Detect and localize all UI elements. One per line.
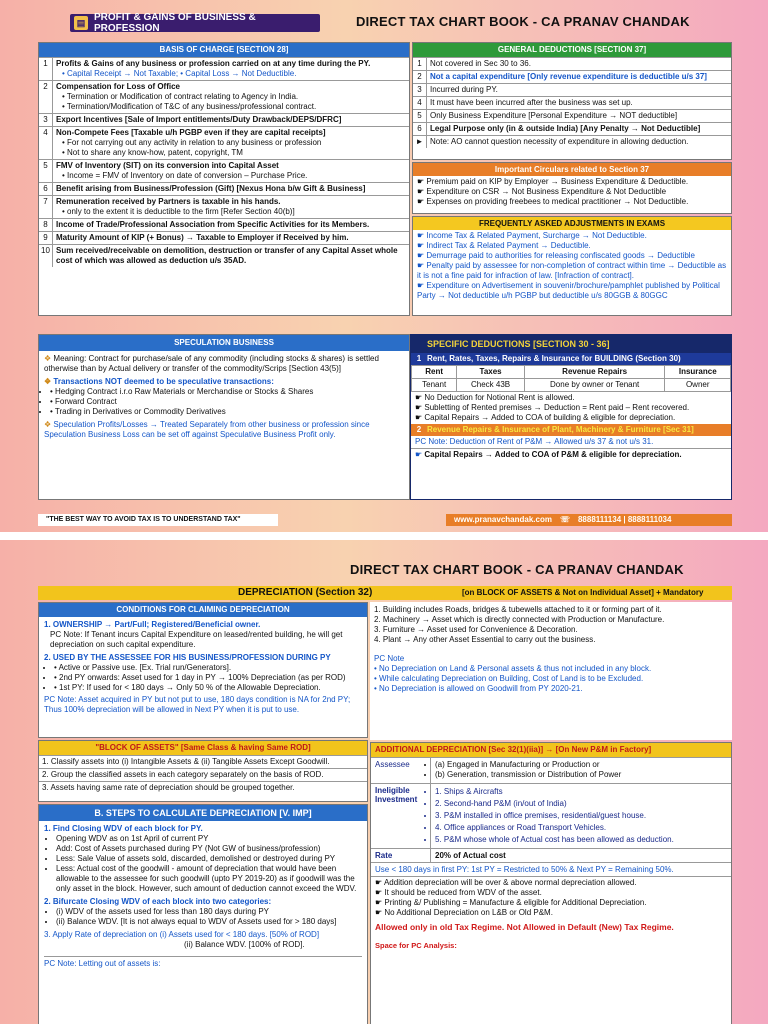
basis-row — [39, 80, 409, 113]
list-item: ☛ No Deduction for Notional Rent is allowed. — [415, 393, 575, 402]
list-item: • (i) WDV of the assets used for less than 180 days during PY — [56, 907, 362, 917]
boa-row — [39, 755, 367, 768]
row-text — [53, 58, 409, 80]
circulars-list — [413, 176, 731, 208]
basis-heading: BASIS OF CHARGE [SECTION 28] — [39, 43, 409, 57]
basis-list — [39, 57, 409, 267]
speculation-meaning: ❖ Meaning: Contract for purchase/sale of any commodity (including stocks & shares) is settled otherwise than by Actual delivery or transfer of the commodity/Scrips [Section 43(5)] — [44, 354, 379, 373]
list-item: • Add: Cost of Assets purchased during PY (Not GW of business/profession) — [56, 844, 362, 854]
additional-notes-list — [371, 876, 731, 919]
assessee-row: Assessee • (a) Engaged in Manufacturing or Production or • (b) Generation, transmission or Distribution of Power — [371, 757, 731, 783]
row-text — [53, 232, 409, 244]
table-header-cell: Taxes — [457, 366, 524, 379]
depreciation-subtitle: [on BLOCK OF ASSETS & Not on Individual Asset] + Mandatory — [462, 588, 704, 597]
row-number: 3 — [413, 84, 427, 96]
list-item: • • 1st PY: If used for < 180 days → Only 50 % of the Allowable Depreciation. — [54, 683, 362, 693]
speculation-panel — [38, 334, 410, 500]
row-number: ► — [413, 136, 427, 148]
step-2-list — [44, 907, 362, 927]
row-title: Maturity Amount of KIP (+ Bonus) → Taxable to Employer if Received by him. — [56, 233, 349, 242]
list-item: • • Hedging Contract i.r.o Raw Materials or Merchandise or Stocks & Shares — [50, 387, 404, 397]
space-for-analysis: Space for PC Analysis: — [375, 941, 457, 950]
row-text: Not covered in Sec 30 to 36. — [430, 59, 531, 68]
row-text — [53, 114, 409, 126]
list-item: • Less: Sale Value of assets sold, discarded, demolished or destroyed during PY — [56, 854, 362, 864]
list-item: • 2. Machinery → Asset which is directly connected with Production or Manufacture. — [374, 615, 728, 625]
circulars-panel — [412, 162, 732, 214]
list-item: • • While calculating Depreciation on Building, Cost of Land is to be Excluded. — [374, 674, 728, 684]
step-3b: (ii) Balance WDV. [100% of ROD]. — [184, 940, 305, 949]
additional-depreciation-panel — [370, 742, 732, 1024]
basis-row — [39, 231, 409, 244]
row-title: FMV of Inventory (SIT) on its conversion into Capital Asset — [56, 161, 279, 170]
footer-website[interactable]: www.pranavchandak.com — [454, 515, 552, 524]
boa-text: 1. Classify assets into (i) Intangible Assets & (ii) Tangible Assets Except Goodwill. — [42, 757, 330, 766]
faq-panel — [412, 216, 732, 316]
row-text — [53, 183, 409, 195]
row-number: 1 — [413, 58, 427, 70]
pc-note-label: PC Note — [374, 654, 405, 663]
basis-row — [39, 159, 409, 182]
list-item: ☛ Premium paid on KIP by Employer → Business Expenditure & Deductible. — [417, 177, 689, 186]
row-detail: • Termination/Modification of T&C of any business/professional contract. — [62, 102, 317, 111]
list-item: ☛ Indirect Tax & Related Payment → Deductible. — [417, 241, 591, 250]
list-item: • • Active or Passive use. [Ex. Trial run/Generators]. — [54, 663, 362, 673]
section-31-row: 2 Revenue Repairs & Insurance of Plant, Machinery & Furniture [Sec 31] — [411, 424, 731, 436]
general-row — [413, 96, 731, 109]
not-speculative-heading: ❖ Transactions NOT deemed to be speculative transactions: — [44, 377, 274, 386]
row-detail: • Income = FMV of Inventory on date of conversion – Purchase Price. — [62, 171, 308, 180]
section-30-table — [411, 365, 731, 392]
list-item: • ☛ It should be reduced from WDV of the asset. — [375, 888, 727, 898]
row-number: 5 — [39, 160, 53, 182]
list-item: ☛ Expenditure on CSR → Not Business Expenditure & Not Deductible — [417, 187, 667, 196]
section-31-pc-note: PC Note: Deduction of Rent of P&M → Allowed u/s 37 & not u/s 31. — [415, 437, 654, 446]
footer-quote: "THE BEST WAY TO AVOID TAX IS TO UNDERSTAND TAX" — [38, 514, 278, 526]
list-item: • • 2nd PY onwards: Asset used for 1 day in PY → 100% Depreciation (as per ROD) — [54, 673, 362, 683]
depreciation-banner — [38, 586, 732, 600]
section-31-note: ☛ Capital Repairs → Added to COA of P&M & eligible for depreciation. — [415, 450, 682, 459]
circulars-heading: Important Circulars related to Section 37 — [413, 163, 731, 176]
step-1-list — [44, 834, 362, 894]
basis-row — [39, 218, 409, 231]
book-title-2: DIRECT TAX CHART BOOK - CA PRANAV CHANDAK — [350, 562, 684, 577]
row-text: Not a capital expenditure [Only revenue expenditure is deductible u/s 37] — [430, 72, 707, 81]
list-item: • 5. P&M whose whole of Actual cost has been allowed as deduction. — [435, 834, 727, 846]
list-item: • 1. Building includes Roads, bridges & tubewells attached to it or forming part of it. — [374, 605, 728, 615]
boa-list — [39, 755, 367, 794]
section-30-row: 1 Rent, Rates, Taxes, Repairs & Insurance for BUILDING (Section 30) — [411, 353, 731, 365]
row-text: It must have been incurred after the business was set up. — [430, 98, 633, 107]
list-item: ☛ Penalty paid by assessee for non-completion of contract within time → Deductible as it is not a fine paid for infraction of law. [Infraction of contract]. — [417, 261, 727, 280]
regime-note: Allowed only in old Tax Regime. Not Allowed in Default (New) Tax Regime. — [375, 922, 674, 932]
list-item: • • Forward Contract — [50, 397, 404, 407]
basis-row — [39, 195, 409, 218]
ineligible-row: Ineligible Investment • 1. Ships & Aircrafts • 2. Second-hand P&M (in/out of India) • 3. P&M installed in office premises, residential/guest house. • 4. Office appliances or Road Transport Vehicles. • 5. P&M whose whole of Actual cost has been allowed as deduction. — [371, 783, 731, 848]
table-header-cell: Revenue Repairs — [524, 366, 665, 379]
general-row — [413, 122, 731, 135]
step-1: 1. Find Closing WDV of each block for PY. — [44, 824, 203, 833]
block-of-assets-panel — [38, 740, 368, 802]
pc-notes-list — [370, 664, 732, 694]
specific-deductions-panel — [410, 334, 732, 500]
list-item: • • No Depreciation on Land & Personal assets & thus not included in any block. — [374, 664, 728, 674]
list-item: • 1. Ships & Aircrafts — [435, 786, 727, 798]
faq-list — [413, 230, 731, 302]
conditions-heading: CONDITIONS FOR CLAIMING DEPRECIATION — [39, 603, 367, 617]
list-item: ☛ Income Tax & Related Payment, Surcharge → Not Deductible. — [417, 231, 647, 240]
row-detail: • For not carrying out any activity in relation to any business or profession — [62, 138, 322, 147]
page-footer — [0, 508, 768, 532]
boa-heading: "BLOCK OF ASSETS" [Same Class & having Same ROD] — [39, 741, 367, 755]
list-item: • Less: Actual cost of the goodwill - amount of depreciation that would have been allowable to the assessee for such goodwill (upto PY 2019-20) as if goodwill was the only asset in the block. However, such amount of deduction cannot exceed the WDV. — [56, 864, 362, 894]
footer-contact — [446, 514, 732, 526]
list-item: • ☛ No Additional Depreciation on L&B or Old P&M. — [375, 908, 727, 918]
general-row — [413, 57, 731, 70]
row-number: 6 — [39, 183, 53, 195]
table-cell: Done by owner or Tenant — [524, 379, 665, 392]
list-item: • 3. Furniture → Asset used for Convenience & Decoration. — [374, 625, 728, 635]
row-number: 2 — [39, 81, 53, 113]
general-row — [413, 83, 731, 96]
list-item: • ☛ Addition depreciation will be over & above normal depreciation allowed. — [375, 878, 727, 888]
row-number: 2 — [413, 71, 427, 83]
general-list — [413, 57, 731, 148]
row-number: 6 — [413, 123, 427, 135]
row-number: 1 — [39, 58, 53, 80]
list-item: • • No Depreciation is allowed on Goodwill from PY 2020-21. — [374, 684, 728, 694]
general-row — [413, 135, 731, 148]
boa-row — [39, 781, 367, 794]
condition-1: 1. OWNERSHIP → Part/Full; Registered/Beneficial owner. — [44, 620, 261, 629]
boa-text: 3. Assets having same rate of depreciation should be grouped together. — [42, 783, 295, 792]
condition-1-note: PC Note: If Tenant incurs Capital Expenditure on leased/rented building, he will get depreciation on such capital expenditure. — [50, 630, 343, 649]
speculation-heading: SPECULATION BUSINESS — [39, 335, 409, 351]
row-text — [53, 160, 409, 182]
row-number: 10 — [39, 245, 53, 267]
basis-row — [39, 244, 409, 267]
row-title: Non-Compete Fees [Taxable u/h PGBP even if they are capital receipts] — [56, 128, 326, 137]
book-title: DIRECT TAX CHART BOOK - CA PRANAV CHANDAK — [356, 14, 690, 29]
basis-row — [39, 57, 409, 80]
table-cell: Owner — [665, 379, 731, 392]
list-item: • (a) Engaged in Manufacturing or Production or — [435, 760, 727, 770]
row-text: Note: AO cannot question necessity of expenditure in allowing deduction. — [430, 137, 689, 146]
condition-note: PC Note: Asset acquired in PY but not put to use, 180 days condition is NA for 2nd PY; Thus 100% depreciation will be allowed in Next PY when it is put to use. — [44, 695, 351, 714]
row-title: Remuneration received by Partners is taxable in his hands. — [56, 197, 281, 206]
table-header-cell: Rent — [412, 366, 457, 379]
condition-2-list — [44, 663, 362, 693]
table-cell: Tenant — [412, 379, 457, 392]
row-text — [53, 81, 409, 113]
row-title: Income of Trade/Professional Association from Specific Activities for its Members. — [56, 220, 370, 229]
row-text — [53, 196, 409, 218]
list-item: ☛ Expenses on providing freebees to medical practitioner → Not Deductible. — [417, 197, 689, 206]
book-icon: ▤ — [74, 16, 88, 30]
list-item: • (ii) Balance WDV. [It is not always equal to WDV of Assets used for > 180 days] — [56, 917, 362, 927]
list-item: • (b) Generation, transmission or Distribution of Power — [435, 770, 727, 780]
row-text: Incurred during PY. — [430, 85, 498, 94]
step-3: 3. Apply Rate of depreciation on (i) Assets used for < 180 days. [50% of ROD] — [44, 930, 320, 939]
row-detail: • Termination or Modification of contract relating to Agency in India. — [62, 92, 299, 101]
list-item: • 4. Plant → Any other Asset Essential to carry out the business. — [374, 635, 728, 645]
steps-panel — [38, 804, 368, 1024]
faq-heading: FREQUENTLY ASKED ADJUSTMENTS IN EXAMS — [413, 217, 731, 230]
list-item: • 4. Office appliances or Road Transport Vehicles. — [435, 822, 727, 834]
row-text: Legal Purpose only (in & outside India) [Any Penalty → Not Deductible] — [430, 124, 701, 133]
conditions-panel — [38, 602, 368, 738]
row-title: Sum received/receivable on demolition, destruction or transfer of any Capital Asset whole cost of which was allowed as deduction u/s 35AD. — [56, 246, 398, 265]
row-number: 4 — [39, 127, 53, 159]
row-text — [53, 127, 409, 159]
row-title: Compensation for Loss of Office — [56, 82, 181, 91]
list-item: • 3. P&M installed in office premises, residential/guest house. — [435, 810, 727, 822]
row-title: Benefit arising from Business/Profession (Gift) [Nexus Hona b/w Gift & Business] — [56, 184, 366, 193]
topic-title: PROFIT & GAINS OF BUSINESS & PROFESSION — [94, 12, 256, 34]
basis-of-charge-panel — [38, 42, 410, 316]
list-item: ☛ Demurrage paid to authorities for releasing confiscated goods → Deductible — [417, 251, 695, 260]
row-number: 3 — [39, 114, 53, 126]
additional-heading: ADDITIONAL DEPRECIATION [Sec 32(1)(iia)] → [On New P&M in Factory] — [371, 743, 731, 757]
pc-note-bottom: PC Note: Letting out of assets is: — [44, 956, 362, 969]
boa-text: 2. Group the classified assets in each category separately on the basis of ROD. — [42, 770, 324, 779]
table-cell: Check 43B — [457, 379, 524, 392]
row-number: 7 — [39, 196, 53, 218]
footer-phone: 8888111134 | 8888111034 — [577, 515, 672, 524]
row-text: Only Business Expenditure [Personal Expenditure → NOT deductible] — [430, 111, 678, 120]
row-number: 4 — [413, 97, 427, 109]
row-detail: • only to the extent it is deductible to the firm [Refer Section 40(b)] — [62, 207, 295, 216]
steps-heading: B. STEPS TO CALCULATE DEPRECIATION [V. IMP] — [39, 805, 367, 821]
topic-tag — [70, 14, 320, 32]
list-item: • 2. Second-hand P&M (in/out of India) — [435, 798, 727, 810]
row-text — [53, 219, 409, 231]
use-row: Use < 180 days in first PY: 1st PY = Restricted to 50% & Next PY = Remaining 50%. — [371, 862, 731, 876]
rate-row: Rate 20% of Actual cost — [371, 848, 731, 862]
row-detail: • Capital Receipt → Not Taxable; • Capital Loss → Not Deductible. — [62, 69, 297, 78]
condition-2: 2. USED BY THE ASSESSEE FOR HIS BUSINESS/PROFESSION DURING PY — [44, 653, 331, 662]
depreciation-title: DEPRECIATION (Section 32) — [238, 587, 373, 598]
row-number: 8 — [39, 219, 53, 231]
row-text — [53, 245, 409, 267]
phone-icon: ☏ — [559, 515, 570, 524]
general-deductions-panel — [412, 42, 732, 160]
section-30-notes — [411, 392, 731, 424]
general-row — [413, 109, 731, 122]
list-item: • ☛ Printing &/ Publishing = Manufacture & eligible for Additional Depreciation. — [375, 898, 727, 908]
asset-types-panel — [370, 602, 732, 740]
list-item: ☛ Subletting of Rented premises → Deduction = Rent paid – Rent recovered. — [415, 403, 690, 412]
row-title: Export Incentives [Sale of Import entitlements/Duty Drawback/DEPS/DFRC] — [56, 115, 342, 124]
general-heading: GENERAL DEDUCTIONS [SECTION 37] — [413, 43, 731, 57]
not-speculative-list — [44, 387, 404, 417]
general-row — [413, 70, 731, 83]
basis-row — [39, 126, 409, 159]
basis-row — [39, 113, 409, 126]
step-2: 2. Bifurcate Closing WDV of each block into two categories: — [44, 897, 272, 906]
list-item: • Opening WDV as on 1st April of current PY — [56, 834, 362, 844]
asset-types-list — [370, 602, 732, 648]
page-gap — [0, 532, 768, 540]
speculation-profits: ❖ Speculation Profits/Losses → Treated Separately from other business or profession since Speculation Business Loss can be set off against Speculative Business Profit only. — [44, 420, 370, 439]
specific-heading: SPECIFIC DEDUCTIONS [SECTION 30 - 36] — [411, 335, 731, 353]
basis-row — [39, 182, 409, 195]
table-header-cell: Insurance — [665, 366, 731, 379]
boa-row — [39, 768, 367, 781]
row-number: 5 — [413, 110, 427, 122]
row-detail: • Not to share any know-how, patent, copyright, TM — [62, 148, 243, 157]
chart-page-2 — [0, 540, 768, 1024]
list-item: ☛ Expenditure on Advertisement in souvenir/brochure/pamphlet published by Political Party → Not deductible u/h PGBP but deductible u/s 80GGB & 80GGC — [417, 281, 720, 300]
list-item: • • Trading in Derivatives or Commodity Derivatives — [50, 407, 404, 417]
list-item: ☛ Capital Repairs → Added to COA of building & eligible for depreciation. — [415, 413, 676, 422]
row-title: Profits & Gains of any business or profession carried on at any time during the PY. — [56, 59, 371, 68]
row-number: 9 — [39, 232, 53, 244]
